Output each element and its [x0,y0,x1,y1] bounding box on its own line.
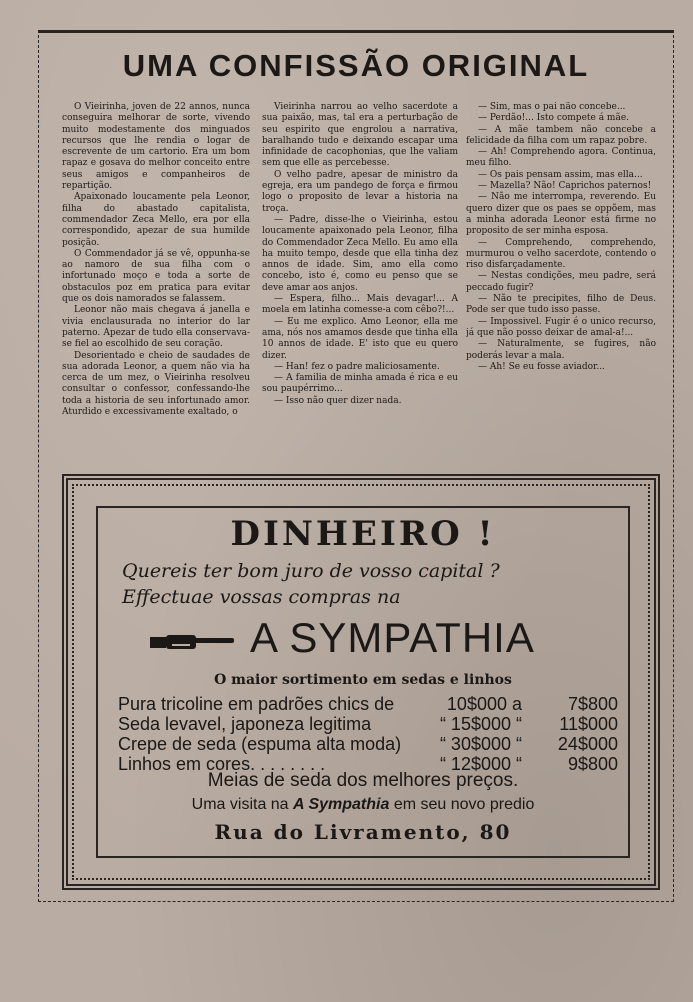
article-title: UMA CONFISSÃO ORIGINAL [122,48,590,83]
paragraph: Leonor não mais chegava á janella e vivia enclausurada no interior do lar paterno. Apezar de tudo ella conservava-se fiel ao escolhido de seu coração. [62,305,250,350]
paragraph: — Isso não quer dizer nada. [274,395,402,406]
paragraph: — A mãe tambem não concebe a felicidade da filha com um rapaz pobre. [466,124,656,146]
paragraph: — Nestas condições, meu padre, será peccado fugir? [466,271,656,293]
visit-line [96,796,630,814]
price-item: Seda levavel, japoneza legitima [118,714,372,734]
frame-top-rule [38,30,674,34]
price-row [118,734,618,754]
price-to: 11$000 [559,714,618,734]
visit-store-name: A Sympathia [293,796,390,813]
paragraph: — Sim, mas o pai não concebe... [478,102,626,112]
paragraph: Desorientado e cheio de saudades de sua adorada Leonor, a quem não via ha cerca de um mez, o Vieirinha resolveu consultar o confessor, confessando-lhe toda a historia de seu infortunado amor. Aturdido e excessivamente exaltado, o [62,350,250,418]
ad-tagline-1: Quereis ter bom juro de vosso capital ? [122,560,500,582]
paragraph: — Han! fez o padre maliciosamente. [274,361,440,372]
paragraph: — Os pais pensam assim, mas ella... [478,169,643,180]
paragraph: — Perdão!... Isto compete á mãe. [478,113,630,124]
price-list [118,694,618,774]
store-name: A SYMPATHIA [250,614,535,661]
paragraph: O Commendador já se vê, oppunha-se ao namoro de sua filha com o infortunado moço e toda a sorte de obstaculos poz em pratica para evitar que os dois namorados se falassem. [62,248,250,305]
paragraph: O velho padre, apesar de ministro da egreja, era um pandego de força e firmou logo o proposito de levar a historia na troça. [262,169,458,214]
paragraph: O Vieirinha, joven de 22 annos, nunca conseguira melhorar de sorte, vivendo muito modestamente dos minguados recursos que lhe rendia o logar de escrevente de um cartorio. Era um bom rapaz e gosava do melhor conceito entre seus amigos e companheiros de repartição. [62,102,250,192]
price-from: “ 15$000 “ [439,714,522,734]
price-to: 9$800 [567,754,618,774]
paragraph: Apaixonado loucamente pela Leonor, filha do abastado capitalista, commendador Zeca Mello, era por ella correspondido, apezar de sua humilde posição. [62,192,250,248]
price-to: 7$800 [567,694,618,714]
price-row [118,694,618,714]
price-from: “ 12$000 “ [439,754,522,774]
paragraph: — Eu me explico. Amo Leonor, ella me ama, nós nos amamos desde que tinha ella 10 annos de idade. E' isto que eu quero dizer. [262,316,458,361]
ad-tagline-2: Effectuae vossas compras na [122,586,401,608]
price-from: “ 30$000 “ [439,734,522,754]
visit-suffix: em seu novo predio [393,796,535,813]
article-column-3 [466,102,656,458]
ad-headline: DINHEIRO ! [230,514,496,554]
price-item: Pura tricoline em padrões chics de [118,694,395,714]
paragraph: Vieirinha narrou ao velho sacerdote a sua paixão, mas, tal era a perturbação de seu espirito que engrolou a narrativa, baralhando tudo e deixando escapar uma infinidade de cacophonias, que lhe valiam sem que elle as percebesse. [262,102,458,169]
price-from: 10$000 a [446,694,522,714]
paragraph: — Impossivel. Fugir é o unico recurso, já que não posso deixar de amal-a!... [466,316,656,338]
store-banner [150,614,620,664]
paragraph: — Comprehendo, comprehendo, murmurou o velho sacerdote, contendo o riso disfarçadamente. [466,237,656,271]
price-to: 24$000 [557,734,618,754]
stockings-line: Meias de seda dos melhores preços. [207,770,519,791]
price-item: Linhos em cores. . . . . . . . [118,754,326,774]
paragraph: — Naturalmente, se fugires, não poderás levar a mala. [466,339,656,361]
paragraph: — Não te precipites, filho de Deus. Pode ser que tudo isso passe. [466,294,656,316]
pointing-hand-icon [150,632,236,652]
paragraph: — Mazella? Não! Caprichos paternos! [478,181,652,192]
article-column-2 [262,102,458,458]
paragraph: — Ah! Comprehendo agora. Continua, meu filho. [466,147,656,169]
paragraph: — Espera, filho... Mais devagar!... A moela em latinha comesse-a com cêbo?!... [262,294,458,316]
paragraph: — Ah! Se eu fosse aviador... [478,361,605,372]
visit-prefix: Uma visita na [191,796,289,813]
price-row [118,714,618,734]
paragraph: — Não me interrompa, reverendo. Eu quero dizer que os paes se oppõem, mas a minha adorada Leonor está firme no proposito de ser minha esposa. [466,192,656,237]
store-address: Rua do Livramento, 80 [214,820,512,844]
article-column-1 [62,102,250,458]
paragraph: — Padre, disse-lhe o Vieirinha, estou loucamente apaixonado pela Leonor, filha do Commendador Zeca Mello. Eu amo ella ha muito tempo, desde que ella tinha dez annos de idade. Sim, amo ella como concebo, isto é, como eu penso que se deve amar aos anjos. [262,214,458,293]
paragraph: — A familia de minha amada é rica e eu sou paupérrimo... [262,373,458,395]
price-item: Crepe de seda (espuma alta moda) [118,734,402,754]
assortment-heading: O maior sortimento em sedas e linhos [214,672,512,688]
